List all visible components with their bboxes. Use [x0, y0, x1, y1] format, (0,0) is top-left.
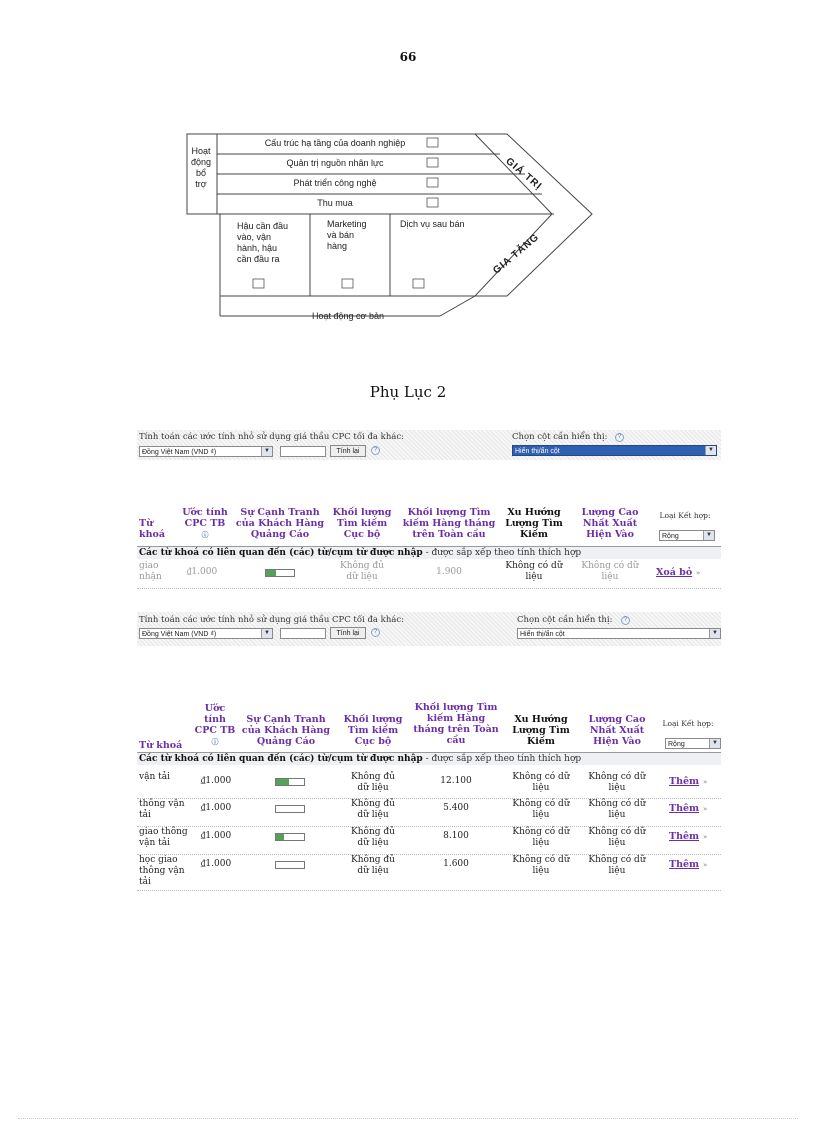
recalculate-button[interactable]: Tính lại: [330, 445, 366, 457]
add-link[interactable]: Thêm: [669, 859, 700, 870]
support-row-procurement: Thu mua: [317, 198, 353, 208]
competition-bar: [275, 861, 305, 869]
match-type-value: Rộng: [662, 533, 679, 540]
chevron-down-icon[interactable]: »: [703, 805, 708, 813]
page-number: 66: [399, 50, 417, 64]
support-activities-label-1: Hoạt: [191, 146, 211, 156]
row-keyword: học giao thông vận tải: [139, 855, 185, 887]
match-type-select[interactable]: [659, 530, 715, 541]
row-local-volume: Không đủ dữ liệu: [351, 855, 395, 876]
competition-bar: [275, 805, 305, 813]
row-local-volume: Không đủ dữ liệu: [351, 827, 395, 848]
support-activities-label-4: trợ: [195, 179, 207, 189]
currency-value: Đồng Việt Nam (VND ₫): [142, 449, 217, 456]
columns-label: Chọn cột cần hiển thị:: [517, 615, 613, 625]
row-cpc: ₫1.000: [200, 776, 232, 786]
row-cpc: ₫1.000: [200, 859, 232, 869]
row-global-volume: 5.400: [443, 803, 469, 813]
header-local-volume[interactable]: Khối lượng Tìm kiếm Cục bộ: [332, 507, 392, 540]
section-related-keywords: Các từ khoá có liên quan đến (các) từ/cụm từ được nhập - được sắp xếp theo tính thích hợp: [137, 546, 721, 559]
appendix-title: Phụ Lục 2: [369, 383, 447, 401]
header-competition[interactable]: Sự Cạnh Tranh của Khách Hàng Quảng Cáo: [241, 714, 331, 747]
row-trend: Không có dữ liệu: [512, 772, 570, 793]
header-global-volume[interactable]: Khối lượng Tìm kiếm Hàng tháng trên Toàn cầu: [402, 507, 496, 540]
columns-value: Hiển thị/ẩn cột: [520, 631, 565, 638]
help-icon[interactable]: ?: [371, 628, 380, 637]
competition-bar: [265, 569, 295, 577]
chevron-down-icon: ▼: [261, 629, 272, 638]
primary-marketing-line-2: và bán: [327, 230, 355, 240]
row-highest-volume: Không có dữ liệu: [588, 772, 646, 793]
support-row-hr: Quản trị nguồn nhân lực: [286, 158, 384, 168]
add-link[interactable]: Thêm: [669, 803, 700, 814]
row-local-volume: Không đủ dữ liệu: [351, 799, 395, 820]
chevron-down-icon[interactable]: »: [703, 778, 708, 786]
columns-select[interactable]: [517, 628, 721, 639]
chevron-down-icon: ▼: [703, 531, 714, 540]
primary-activities-label: Hoạt động cơ bản: [312, 311, 384, 321]
max-cpc-input[interactable]: [280, 446, 326, 457]
arrow-label-value: GIÁ TRỊ: [503, 155, 544, 193]
competition-bar-fill: [276, 834, 284, 840]
primary-marketing-line-1: Marketing: [327, 219, 367, 229]
competition-bar-fill: [276, 779, 289, 785]
row-keyword: vận tải: [139, 772, 170, 782]
support-activities-label-3: bổ: [195, 168, 207, 178]
keyword-tool-panel-2: [137, 612, 721, 648]
row-keyword: giao nhận: [139, 561, 162, 582]
row-cpc: ₫1.000: [186, 567, 218, 577]
support-row-technology: Phát triển công nghệ: [293, 178, 377, 188]
row-local-volume: Không đủ dữ liệu: [340, 561, 384, 582]
primary-service: Dịch vụ sau bán: [400, 219, 465, 229]
row-global-volume: 1.900: [436, 567, 462, 577]
row-trend: Không có dữ liệu: [512, 799, 570, 820]
columns-value: Hiển thị/ẩn cột: [515, 448, 560, 455]
row-highest-volume: Không có dữ liệu: [588, 799, 646, 820]
header-keyword[interactable]: Từ khoá: [139, 740, 183, 751]
help-icon[interactable]: ?: [371, 446, 380, 455]
currency-select[interactable]: [139, 446, 273, 457]
footer-divider: [18, 1118, 798, 1119]
max-cpc-input[interactable]: [280, 628, 326, 639]
header-local-volume[interactable]: Khối lượng Tìm kiếm Cục bộ: [343, 714, 403, 747]
row-local-volume: Không đủ dữ liệu: [351, 772, 395, 793]
header-highest-volume[interactable]: Lượng Cao Nhất Xuất Hiện Vào: [588, 714, 646, 747]
chevron-down-icon: ▼: [709, 629, 720, 638]
help-icon: ⓘ: [211, 737, 219, 746]
row-cpc: ₫1.000: [200, 831, 232, 841]
columns-label: Chọn cột cần hiển thị:: [512, 432, 608, 442]
arrow-label-added: GIA TĂNG: [491, 231, 542, 277]
currency-value: Đồng Việt Nam (VND ₫): [142, 631, 217, 638]
header-avg-cpc[interactable]: Ước tính CPC TB ⓘ: [194, 703, 236, 746]
estimate-toolbar: [137, 612, 721, 646]
row-highest-volume: Không có dữ liệu: [588, 855, 646, 876]
row-trend: Không có dữ liệu: [512, 827, 570, 848]
primary-logistics-line-2: vào, vận: [237, 232, 272, 242]
header-search-trend[interactable]: Xu Hướng Lượng Tìm Kiếm: [505, 507, 563, 540]
match-type-value: Rộng: [668, 741, 685, 748]
row-divider: [137, 588, 721, 589]
primary-logistics-line-1: Hậu cần đầu: [237, 221, 289, 231]
calc-label: Tính toán các ước tính nhỏ sử dụng giá thầu CPC tối đa khác:: [139, 615, 404, 625]
match-type-label: Loại Kết hợp:: [662, 719, 714, 728]
columns-select[interactable]: [512, 445, 717, 456]
competition-bar: [275, 833, 305, 841]
row-global-volume: 1.600: [443, 859, 469, 869]
header-competition[interactable]: Sự Cạnh Tranh của Khách Hàng Quảng Cáo: [235, 507, 325, 540]
add-link[interactable]: Thêm: [669, 831, 700, 842]
header-avg-cpc[interactable]: Ước tính CPC TB ⓘ: [175, 507, 235, 540]
chevron-down-icon[interactable]: »: [696, 569, 701, 577]
keyword-tool-panel-1: [137, 430, 721, 595]
row-keyword: giao thông vận tải: [139, 827, 188, 848]
primary-logistics-line-3: hành, hậu: [237, 243, 278, 253]
header-search-trend[interactable]: Xu Hướng Lượng Tìm Kiếm: [512, 714, 570, 747]
chevron-down-icon[interactable]: »: [703, 833, 708, 841]
primary-logistics-line-4: cần đầu ra: [237, 254, 280, 264]
match-type-label: Loại Kết hợp:: [659, 511, 711, 520]
add-link[interactable]: Thêm: [669, 776, 700, 787]
row-trend: Không có dữ liệu: [512, 855, 570, 876]
row-global-volume: 12.100: [440, 776, 472, 786]
header-keyword[interactable]: Từ khoá: [139, 518, 165, 540]
help-icon[interactable]: ?: [615, 433, 624, 442]
row-highest-volume: Không có dữ liệu: [588, 827, 646, 848]
row-cpc: ₫1.000: [200, 803, 232, 813]
row-global-volume: 8.100: [443, 831, 469, 841]
header-highest-volume[interactable]: Lượng Cao Nhất Xuất Hiện Vào: [581, 507, 639, 540]
section-related-keywords: Các từ khoá có liên quan đến (các) từ/cụm từ được nhập - được sắp xếp theo tính thích hợp: [137, 752, 721, 765]
currency-select[interactable]: [139, 628, 273, 639]
match-type-select[interactable]: [665, 738, 721, 749]
keyword-tool-panel-3: [137, 700, 721, 900]
competition-bar-fill: [266, 570, 276, 576]
row-divider: [137, 890, 721, 891]
support-row-infrastructure: Cấu trúc hạ tầng của doanh nghiệp: [264, 138, 406, 148]
remove-link[interactable]: Xoá bỏ: [656, 567, 693, 578]
calc-label: Tính toán các ước tính nhỏ sử dụng giá thầu CPC tối đa khác:: [139, 432, 404, 442]
chevron-down-icon[interactable]: »: [703, 861, 708, 869]
support-activities-label-2: động: [190, 157, 212, 167]
row-keyword: thông vận tải: [139, 799, 185, 820]
help-icon: ⓘ: [201, 530, 209, 539]
chevron-down-icon: ▼: [705, 446, 716, 455]
help-icon[interactable]: ?: [621, 616, 630, 625]
chevron-down-icon: ▼: [709, 739, 720, 748]
recalculate-button[interactable]: Tính lại: [330, 627, 366, 639]
primary-marketing-line-3: hàng: [327, 241, 348, 251]
value-chain-diagram: [180, 128, 600, 328]
row-highest-volume: Không có dữ liệu: [581, 561, 639, 582]
row-trend: Không có dữ liệu: [505, 561, 563, 582]
competition-bar: [275, 778, 305, 786]
header-global-volume[interactable]: Khối lượng Tìm kiếm Hàng tháng trên Toàn cầu: [413, 702, 499, 746]
estimate-toolbar: [137, 430, 721, 460]
chevron-down-icon: ▼: [261, 447, 272, 456]
